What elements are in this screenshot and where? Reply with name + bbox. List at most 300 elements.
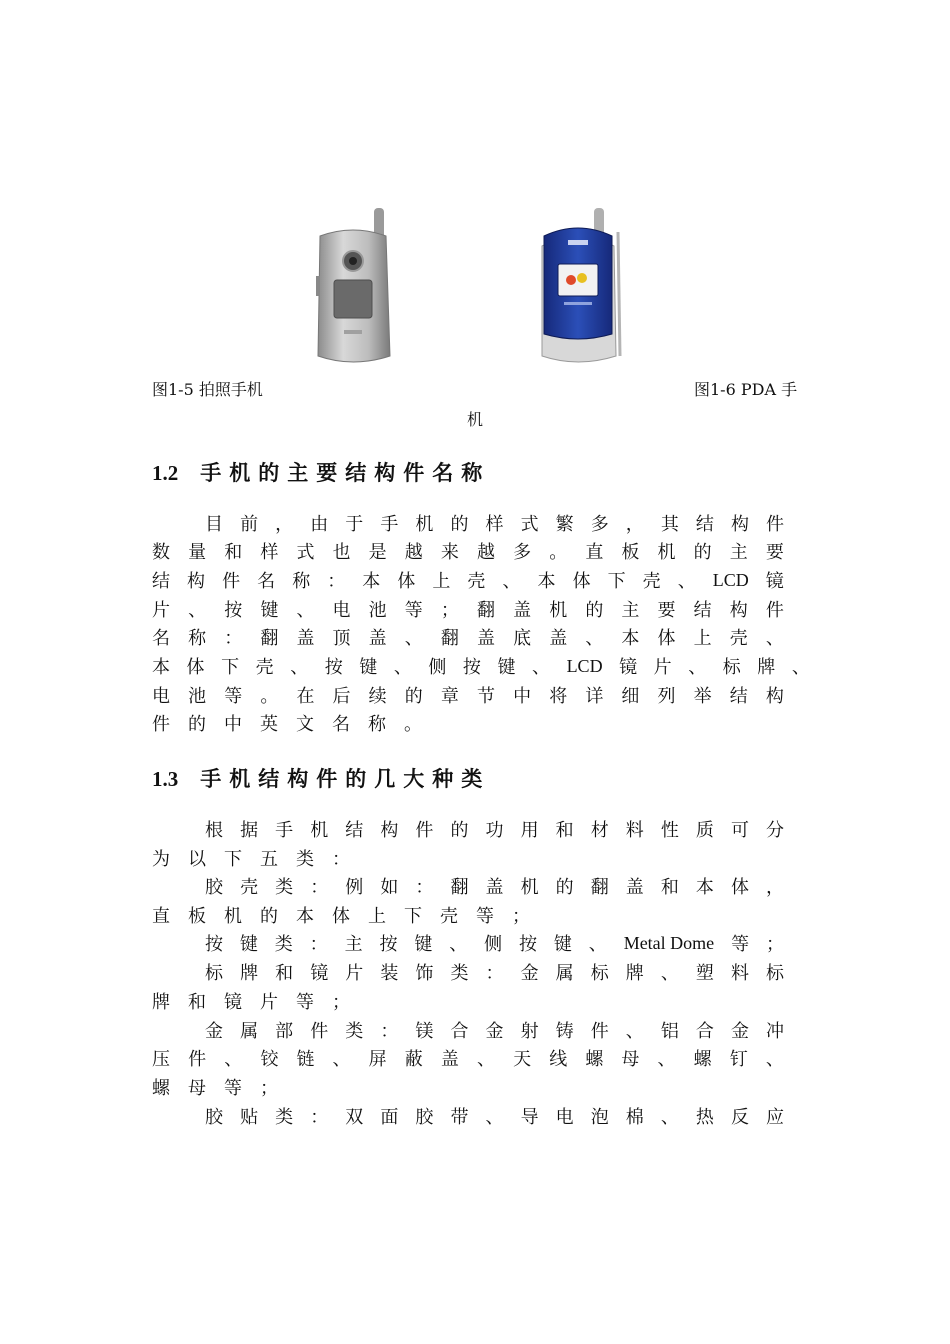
text-token: 件 [188,1049,207,1070]
text-token: 下 [221,657,240,678]
text-token: 构 [765,686,784,707]
text-line [205,815,784,843]
text-token: 构 [730,514,749,535]
text-token: 镜 [765,571,784,592]
text-token: 镜 [310,963,329,984]
text-token: 以 [188,849,206,870]
text-line [152,595,784,623]
text-token: 线 [549,1049,568,1070]
text-token: 下 [404,906,422,927]
text-token: 本 [296,906,314,927]
text-token: 繁 [555,514,574,535]
text-token: 体 [730,877,749,898]
text-token: 、 [765,628,784,649]
text-token: 反 [730,1107,749,1128]
text-token: 装 [380,963,399,984]
text-token: 盖 [476,628,495,649]
text-token: 螺 [693,1049,712,1070]
text-token: 料 [730,963,749,984]
text-token: 本 [621,628,640,649]
text-token: 、 [532,657,551,678]
text-token: 盖 [625,877,644,898]
text-token: 量 [188,542,207,563]
text-token: 。 [549,542,568,563]
text-token: 镁 [415,1021,434,1042]
text-token: 机 [549,600,568,621]
text-token: 按 [324,657,343,678]
figure-1-6-caption: 图1-6 PDA 手 [694,380,798,399]
text-token: 电 [555,1107,574,1128]
text-token: 构 [729,600,748,621]
text-token: 翻 [476,600,495,621]
text-token: 母 [188,1078,206,1099]
text-token: 料 [625,820,644,841]
text-token: ： [415,877,434,898]
text-token: 在 [296,686,315,707]
text-token: 文 [296,714,314,735]
text-token: 名 [257,571,276,592]
text-token: ： [309,934,328,955]
text-token: 片 [260,992,278,1013]
text-token: 等 [296,992,314,1013]
text-token: 数 [152,542,170,563]
text-token: 铝 [660,1021,679,1042]
text-token: 类 [450,963,469,984]
text-token: 越 [476,542,495,563]
text-token: ： [310,877,329,898]
text-token: 标 [205,963,223,984]
text-token: 、 [296,600,315,621]
text-token: 牌 [240,963,259,984]
text-token: 结 [729,686,748,707]
text-token: 的 [585,600,604,621]
text-token: 根 [205,820,223,841]
text-token: 举 [693,686,712,707]
figure-1-5-caption: 图1-5 拍照手机 [152,380,263,399]
text-token: 标 [590,963,609,984]
text-token: ； [440,600,459,621]
text-token: 键 [359,657,378,678]
text-token: 螺 [152,1078,170,1099]
text-token: ， [766,877,784,898]
text-token: 壳 [440,906,458,927]
text-token: 双 [345,1107,364,1128]
text-token: 合 [695,1021,714,1042]
text-token: 手 [275,820,294,841]
text-token: 铸 [555,1021,574,1042]
text-token: 压 [152,1049,170,1070]
text-token: 式 [520,514,539,535]
text-token: 按 [379,934,398,955]
text-token: 质 [695,820,714,841]
figure-1-6-caption-continued: 机 [467,410,484,429]
text-token: 的 [260,906,278,927]
text-token: 体 [332,906,350,927]
text-token: 前 [240,514,259,535]
text-token: 金 [205,1021,223,1042]
text-token: 、 [625,1021,644,1042]
text-token: 构 [380,820,399,841]
text-token: 、 [688,657,707,678]
text-token: LCD [712,569,749,590]
text-token: 类 [275,1107,294,1128]
text-token: 属 [555,963,574,984]
text-token: ： [224,628,243,649]
text-token: 体 [572,571,591,592]
text-token: 体 [397,571,416,592]
text-token: 片 [345,963,364,984]
text-token: 目 [205,514,223,535]
section-number: 1.2 [152,461,179,485]
text-token: 于 [345,514,364,535]
text-token: Metal Dome [623,932,715,953]
text-token: 。 [260,686,279,707]
text-token: 等 [731,934,750,955]
text-line [152,681,784,709]
text-token: 盖 [368,628,387,649]
text-token: 标 [766,963,784,984]
text-token: 按 [462,657,481,678]
text-token: 称 [188,628,207,649]
text-token: 功 [485,820,504,841]
text-token: 本 [695,877,714,898]
text-token: 等 [224,1078,242,1099]
text-token: 要 [657,600,676,621]
text-token: 直 [152,906,170,927]
text-token: 池 [368,600,387,621]
text-token: 侧 [428,657,447,678]
text-token: ， [275,514,294,535]
text-line [205,1016,784,1044]
text-token: 件 [765,600,784,621]
text-token: 的 [450,514,469,535]
text-token: 上 [432,571,451,592]
text-token: 导 [520,1107,539,1128]
text-token: 章 [440,686,459,707]
text-token: ： [380,1021,399,1042]
text-token: 螺 [585,1049,604,1070]
text-token: 牌 [152,992,170,1013]
text-token: 板 [621,542,640,563]
text-token: 、 [332,1049,351,1070]
text-token: 越 [404,542,423,563]
text-token: 、 [677,571,696,592]
text-token: 详 [585,686,604,707]
camera-phone-image [312,206,394,366]
text-token: 翻 [260,628,279,649]
text-token: 结 [152,571,170,592]
text-token: 带 [450,1107,469,1128]
text-token: ： [332,849,350,870]
text-token: 面 [380,1107,399,1128]
text-token: 是 [368,542,387,563]
text-token: 名 [152,628,170,649]
text-token: ： [310,1107,329,1128]
text-token: 结 [693,600,712,621]
text-token: 多 [590,514,609,535]
text-token: 牌 [757,657,776,678]
text-token: 铰 [260,1049,279,1070]
text-token: 板 [188,906,206,927]
text-token: 样 [260,542,279,563]
text-token: 、 [765,1049,784,1070]
text-line [205,509,784,537]
text-token: 式 [296,542,315,563]
text-token: 将 [549,686,568,707]
text-token: 、 [660,1107,679,1128]
section-number: 1.3 [152,767,179,791]
text-token: 壳 [467,571,486,592]
text-token: 件 [415,820,434,841]
text-token: 和 [275,963,294,984]
text-token: 等 [404,600,423,621]
text-token: 的 [693,542,712,563]
text-token: 类 [345,1021,364,1042]
text-token: 后 [332,686,351,707]
text-token: 构 [187,571,206,592]
text-token: 、 [791,657,810,678]
text-token: 和 [555,820,574,841]
text-line [152,901,784,929]
text-token: 等 [224,686,243,707]
text-token: ： [327,571,346,592]
text-token: 金 [730,1021,749,1042]
text-token: 盖 [296,628,315,649]
text-token: 的 [404,686,423,707]
text-token: 壳 [729,628,748,649]
text-token: 电 [152,686,170,707]
text-token: 键 [497,657,516,678]
text-token: 细 [621,686,640,707]
text-token: 镜 [619,657,638,678]
text-token: 按 [519,934,538,955]
section-title: 手机的主要结构件名称 [200,461,491,485]
text-token: 件 [590,1021,609,1042]
text-token: 胶 [205,1107,223,1128]
text-token: 体 [186,657,205,678]
text-token: 母 [621,1049,640,1070]
text-line [152,987,784,1015]
text-token: 样 [485,514,504,535]
text-token: ； [332,992,350,1013]
text-token: 、 [404,628,423,649]
text-token: 为 [152,849,170,870]
text-token: 由 [310,514,329,535]
text-token: 和 [188,992,206,1013]
text-line [205,929,784,957]
text-token: 电 [332,600,351,621]
text-token: 属 [240,1021,259,1042]
text-token: 牌 [625,963,644,984]
text-token: 英 [260,714,278,735]
text-token: 件 [152,714,170,735]
text-token: 等 [476,906,494,927]
text-token: 翻 [440,628,459,649]
text-token: 本 [152,657,170,678]
text-token: 、 [290,657,309,678]
text-line [152,709,784,737]
text-token: 中 [513,686,532,707]
text-line [152,844,784,872]
section-1-3-heading [152,763,490,793]
text-token: 合 [450,1021,469,1042]
text-token: 五 [260,849,278,870]
text-token: 要 [765,542,784,563]
text-token: ； [765,934,784,955]
text-token: 主 [621,600,640,621]
text-token: 类 [296,849,314,870]
text-token: 上 [368,906,386,927]
text-token: 、 [485,1107,504,1128]
text-token: 。 [404,714,422,735]
text-token: 翻 [450,877,469,898]
text-token: 镜 [224,992,242,1013]
text-token: 键 [260,600,279,621]
text-token: 钉 [729,1049,748,1070]
text-token: 棉 [625,1107,644,1128]
text-token: 手 [380,514,399,535]
text-token: 顶 [332,628,351,649]
text-line [205,958,784,986]
text-token: 主 [344,934,363,955]
text-token: 类 [274,934,293,955]
text-token: 件 [766,514,784,535]
text-token: 例 [345,877,364,898]
text-token: ； [260,1078,278,1099]
text-token: 壳 [642,571,661,592]
section-title: 手机结构件的几大种类 [200,767,491,791]
text-token: 列 [657,686,676,707]
text-line [152,566,784,594]
text-line [152,1073,784,1101]
text-token: 冲 [766,1021,784,1042]
text-token: 的 [450,820,469,841]
text-token: 部 [275,1021,294,1042]
text-token: 机 [520,877,539,898]
text-token: 机 [415,514,434,535]
text-token: 材 [590,820,609,841]
text-token: 金 [485,1021,504,1042]
text-token: 胶 [205,877,223,898]
text-token: LCD [566,655,603,676]
text-token: 、 [588,934,607,955]
text-token: 用 [520,820,539,841]
text-token: 、 [188,600,207,621]
text-token: 泡 [590,1107,609,1128]
text-token: 类 [275,877,294,898]
text-token: 续 [368,686,387,707]
text-token: 来 [440,542,459,563]
text-token: 机 [657,542,676,563]
text-token: 池 [188,686,207,707]
text-token: 片 [653,657,672,678]
text-token: 的 [188,714,206,735]
text-token: 体 [657,628,676,649]
text-token: 、 [224,1049,243,1070]
text-token: 本 [362,571,381,592]
text-token: 键 [414,934,433,955]
text-token: 屏 [368,1049,387,1070]
text-line [152,537,784,565]
text-token: 和 [660,877,679,898]
text-token: 上 [693,628,712,649]
text-line [152,1044,784,1072]
text-token: 应 [766,1107,784,1128]
text-token: 射 [520,1021,539,1042]
text-line [205,872,784,900]
text-token: ， [625,514,644,535]
text-token: 和 [224,542,243,563]
text-token: 件 [222,571,241,592]
text-token: 键 [239,934,258,955]
text-token: 可 [730,820,749,841]
text-token: 热 [695,1107,714,1128]
text-token: 片 [152,600,170,621]
text-token: 贴 [240,1107,259,1128]
text-token: 塑 [695,963,714,984]
text-token: 标 [722,657,741,678]
text-token: 下 [607,571,626,592]
text-token: ； [512,906,530,927]
text-token: 翻 [590,877,609,898]
text-token: 盖 [513,600,532,621]
text-token: 按 [224,600,243,621]
text-token: 按 [205,934,223,955]
text-token: 、 [393,657,412,678]
text-token: 侧 [484,934,503,955]
text-token: 多 [513,542,532,563]
text-token: 机 [310,820,329,841]
text-token: 称 [368,714,386,735]
text-token: 性 [660,820,679,841]
text-token: 名 [332,714,350,735]
text-token: 下 [224,849,242,870]
text-token: 机 [224,906,242,927]
text-token: 直 [585,542,604,563]
text-token: 蔽 [404,1049,423,1070]
text-token: 如 [380,877,399,898]
text-token: 也 [332,542,351,563]
text-token: 金 [520,963,539,984]
text-token: 本 [537,571,556,592]
text-line [152,652,810,680]
text-token: 键 [553,934,572,955]
text-token: 壳 [240,877,259,898]
text-token: 天 [513,1049,532,1070]
text-token: 的 [555,877,574,898]
text-token: 、 [476,1049,495,1070]
text-token: 饰 [415,963,434,984]
text-token: 壳 [255,657,274,678]
text-token: 底 [513,628,532,649]
text-line [152,623,784,651]
text-token: 、 [449,934,468,955]
text-token: 中 [224,714,242,735]
text-token: 盖 [440,1049,459,1070]
text-token: 据 [240,820,259,841]
text-token: 盖 [549,628,568,649]
text-token: 、 [657,1049,676,1070]
text-line [205,1102,784,1130]
text-token: ： [485,963,504,984]
pda-phone-image [538,206,630,366]
text-token: 胶 [415,1107,434,1128]
text-token: 盖 [485,877,504,898]
text-token: 、 [585,628,604,649]
text-token: 链 [296,1049,315,1070]
text-token: 件 [310,1021,329,1042]
section-1-2-heading [152,457,490,487]
